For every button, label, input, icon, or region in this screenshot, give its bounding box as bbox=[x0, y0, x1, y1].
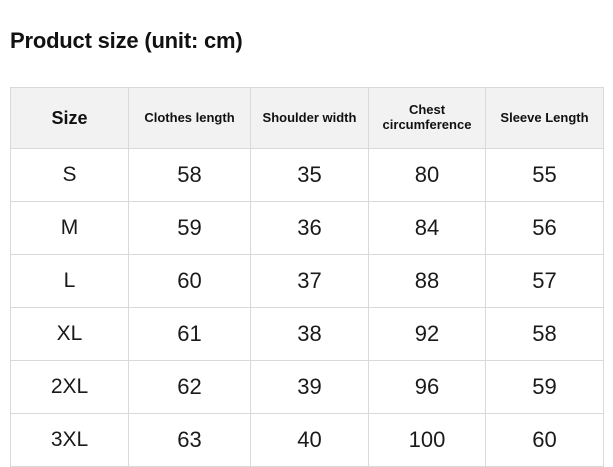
cell-chest-circumference: 84 bbox=[369, 202, 486, 255]
cell-size: 2XL bbox=[11, 361, 129, 414]
cell-clothes-length: 61 bbox=[129, 308, 251, 361]
cell-shoulder-width: 40 bbox=[251, 414, 369, 467]
cell-size: XL bbox=[11, 308, 129, 361]
cell-sleeve-length: 60 bbox=[486, 414, 604, 467]
column-header-shoulder-width: Shoulder width bbox=[251, 88, 369, 149]
size-table-container bbox=[10, 87, 603, 467]
cell-chest-circumference: 100 bbox=[369, 414, 486, 467]
cell-size: 3XL bbox=[11, 414, 129, 467]
cell-size: L bbox=[11, 255, 129, 308]
cell-chest-circumference: 92 bbox=[369, 308, 486, 361]
table-row bbox=[11, 414, 604, 467]
table-body bbox=[11, 149, 604, 467]
cell-sleeve-length: 57 bbox=[486, 255, 604, 308]
column-header-chest-circumference: Chest circumference bbox=[369, 88, 486, 149]
cell-clothes-length: 63 bbox=[129, 414, 251, 467]
cell-chest-circumference: 80 bbox=[369, 149, 486, 202]
table-header-row bbox=[11, 88, 604, 149]
cell-clothes-length: 59 bbox=[129, 202, 251, 255]
cell-clothes-length: 60 bbox=[129, 255, 251, 308]
cell-chest-circumference: 96 bbox=[369, 361, 486, 414]
cell-sleeve-length: 55 bbox=[486, 149, 604, 202]
cell-sleeve-length: 56 bbox=[486, 202, 604, 255]
table-row bbox=[11, 361, 604, 414]
cell-shoulder-width: 37 bbox=[251, 255, 369, 308]
cell-sleeve-length: 59 bbox=[486, 361, 604, 414]
table-row bbox=[11, 149, 604, 202]
column-header-size: Size bbox=[11, 88, 129, 149]
cell-size: S bbox=[11, 149, 129, 202]
cell-sleeve-length: 58 bbox=[486, 308, 604, 361]
cell-clothes-length: 62 bbox=[129, 361, 251, 414]
table-row bbox=[11, 255, 604, 308]
column-header-sleeve-length: Sleeve Length bbox=[486, 88, 604, 149]
cell-shoulder-width: 38 bbox=[251, 308, 369, 361]
size-table bbox=[10, 87, 604, 467]
cell-chest-circumference: 88 bbox=[369, 255, 486, 308]
table-row bbox=[11, 308, 604, 361]
table-row bbox=[11, 202, 604, 255]
cell-shoulder-width: 39 bbox=[251, 361, 369, 414]
column-header-clothes-length: Clothes length bbox=[129, 88, 251, 149]
page-title: Product size (unit: cm) bbox=[10, 28, 243, 53]
cell-shoulder-width: 36 bbox=[251, 202, 369, 255]
cell-size: M bbox=[11, 202, 129, 255]
cell-clothes-length: 58 bbox=[129, 149, 251, 202]
cell-shoulder-width: 35 bbox=[251, 149, 369, 202]
table-header bbox=[11, 88, 604, 149]
